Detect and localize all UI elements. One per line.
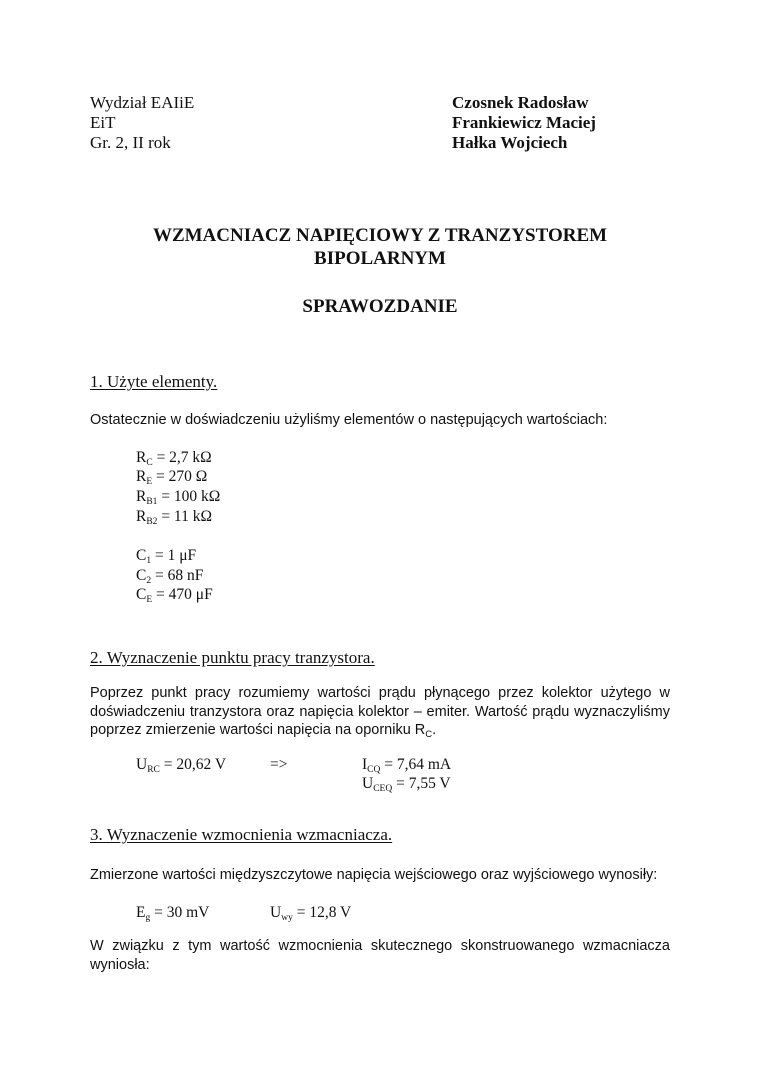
section-3-heading: 3. Wyznaczenie wzmocnienia wzmacniacza. [90,825,393,844]
section-1-heading: 1. Użyte elementy. [90,372,218,391]
value-c2: $C_2 = 68$ nF [136,567,204,586]
section-2-heading: 2. Wyznaczenie punktu pracy tranzystora. [90,648,375,667]
value-icq: $I_{CQ} = 7,64$ mA [362,756,452,775]
page-subtitle: SPRAWOZDANIE [302,296,458,317]
value-eg: $E_g = 30$ mV [136,904,210,923]
header-left-line-1: Wydział EAIiE [90,93,195,112]
page-title-line-2: BIPOLARNYM [314,248,446,269]
author-1: Czosnek Radosław [452,93,589,112]
section-2-para-line-1: Poprzez punkt pracy rozumiemy wartości prądu płynącego przez kolektor użytego w [90,685,670,701]
section-1-intro: Ostatecznie w doświadczeniu użyliśmy elementów o następujących wartościach: [90,412,608,428]
section-2-para-line-2: doświadczeniu tranzystora oraz napięcia kolektor – emiter. Wartość prądu wyznaczyliśmy [90,704,670,720]
value-rb2: $R_{B2} = 11$ kΩ [136,508,212,527]
value-c1: $C_1 = 1$ μF [136,547,197,566]
section-2-para-line-3: poprzez zmierzenie wartości napięcia na oporniku $R_C$. [90,722,437,740]
author-2: Frankiewicz Maciej [452,113,596,132]
page-title-line-1: WZMACNIACZ NAPIĘCIOWY Z TRANZYSTOREM [152,225,608,246]
value-rb1: $R_{B1} = 100$ kΩ [136,488,221,507]
header-left-line-3: Gr. 2, II rok [90,133,171,152]
value-urc: $U_{RC} = 20,62$ V [136,756,227,775]
section-3-intro: Zmierzone wartości międzyszczytowe napięcia wejściowego oraz wyjściowego wynosiły: [90,867,658,883]
value-uceq: $U_{CEQ} = 7,55$ V [362,775,451,794]
header-left-line-2: EiT [90,113,116,132]
value-uwy: $U_{wy} = 12,8$ V [270,904,352,923]
value-rc: $R_C = 2,7$ kΩ [136,449,212,468]
arrow-implies: => [270,756,288,773]
author-3: Hałka Wojciech [452,133,568,152]
section-3-para-line-2: wyniosła: [90,957,150,973]
section-3-para-line-1: W związku z tym wartość wzmocnienia skutecznego skonstruowanego wzmacniacza [90,938,670,954]
value-re: $R_E = 270$ Ω [136,468,208,487]
value-ce: $C_E = 470$ μF [136,586,213,605]
